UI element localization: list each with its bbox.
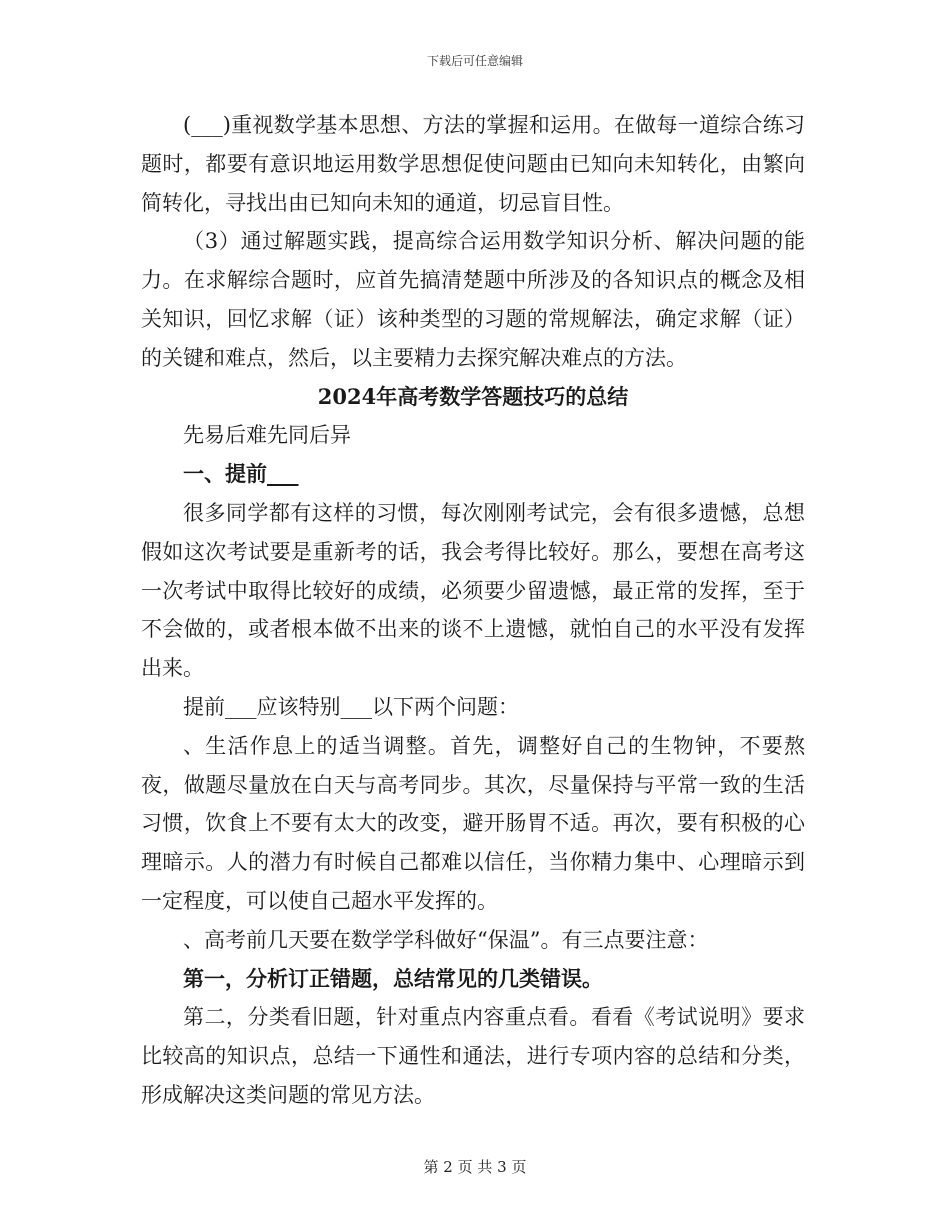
section-title: 2024年高考数学答题技巧的总结 [317, 383, 629, 409]
section-heading: 一、提前___ [183, 461, 299, 487]
paragraph: 第二，分类看旧题，针对重点内容重点看。看看《考试说明》要求比较高的知识点，总结一下通性和通法，进行专项内容的总结和分类，形成解决这类问题的常见方法。 [141, 1005, 805, 1107]
page-header: 下载后可任意编辑 [426, 54, 523, 68]
document-body [141, 106, 805, 1115]
paragraph: （3）通过解题实践，提高综合运用数学知识分析、解决问题的能力。在求解综合题时，应首先搞清楚题中所涉及的各知识点的概念及相关知识，回忆求解（证）该种类型的习题的常规解法，确定求解（证）的关键和难点，然后，以主要精力去探究解决难点的方法。 [141, 229, 805, 370]
paragraph: (___)重视数学基本思想、方法的掌握和运用。在做每一道综合练习题时，都要有意识地运用数学思想促使问题由已知向未知转化，由繁向简转化，寻找出由已知向未知的通道，切忌盲目性。 [141, 113, 805, 215]
paragraph: 很多同学都有这样的习惯，每次刚刚考试完，会有很多遗憾，总想假如这次考试要是重新考的话，我会考得比较好。那么，要想在高考这一次考试中取得比较好的成绩，必须要少留遗憾，最正常的发挥，至于不会做的，或者根本做不出来的谈不上遗憾，就怕自己的水平没有发挥出来。 [141, 500, 805, 681]
page-footer: 第 2 页 共 3 页 [423, 1158, 527, 1176]
paragraph: 、高考前几天要在数学学科做好“保温”。有三点要注意： [183, 927, 709, 952]
paragraph: 、生活作息上的适当调整。首先，调整好自己的生物钟，不要熬夜，做题尽量放在白天与高考同步。其次，尽量保持与平常一致的生活习惯，饮食上不要有太大的改变，避开肠胃不适。再次，要有积极的心理暗示。人的潜力有时候自己都难以信任，当你精力集中、心理暗示到一定程度，可以使自己超水平发挥的。 [141, 733, 805, 913]
subtitle-line: 先易后难先同后异 [183, 423, 351, 448]
point-heading: 第一，分析订正错题，总结常见的几类错误。 [183, 965, 603, 991]
paragraph: 提前___应该特别___以下两个问题： [183, 694, 519, 719]
